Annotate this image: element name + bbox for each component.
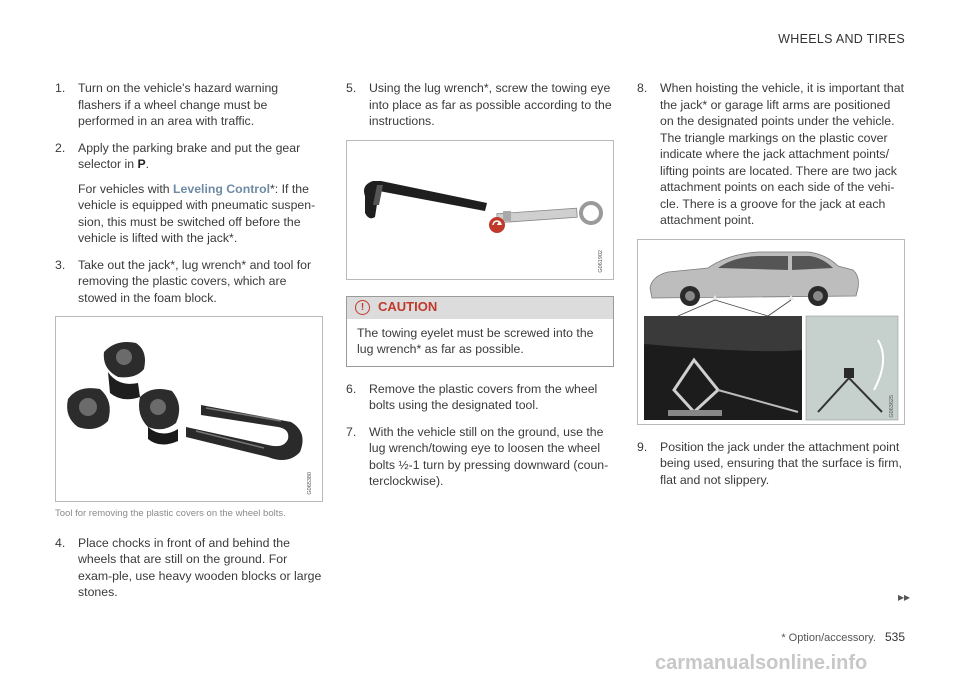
cover-tool-illustration [56, 317, 322, 501]
caution-header [347, 297, 613, 319]
step-number: 7. [346, 424, 357, 439]
warning-icon: ! [355, 300, 370, 315]
towing-eye-figure [346, 140, 614, 280]
step-number: 4. [55, 535, 66, 550]
step-8 [637, 80, 905, 229]
gear-position-p: P [137, 157, 146, 171]
column-1 [55, 80, 323, 611]
watermark: carmanualsonline.info [655, 652, 868, 674]
page-number: 535 [884, 630, 905, 644]
step-text: When hoisting the vehicle, it is important that the jack* or garage lift arms are positioned on the designated points under the vehicle. The triangle markings on the plastic cover indicate where the jack attachment points/ lifting points are located. There are two jack attachment points on each side of the vehi-cle. There is a groove for the jack at each attachment point. [660, 81, 905, 227]
note-text: For vehicles with [78, 181, 173, 196]
step-text-end: . [145, 157, 150, 171]
column-3 [637, 80, 905, 498]
caution-title: CAUTION [378, 299, 438, 315]
step-2 [55, 140, 323, 173]
step-text: With the vehicle still on the ground, use the lug wrench/towing eye to loosen the wheel bolts ½-1 turn by pressing downward (coun-terclockwise). [369, 424, 609, 488]
lug-wrench-towing-eye-illustration [347, 141, 613, 279]
figure-code: G065380 [306, 472, 313, 495]
note-text: *: If the vehicle is equipped with pneumatic suspen-sion, this must be switched off before the vehicle is lifted with the jack*. [78, 181, 316, 245]
cover-removal-tool-figure [55, 316, 323, 502]
car-jack-illustration [638, 240, 904, 424]
step-9 [637, 439, 905, 489]
step-number: 5. [346, 81, 357, 95]
step-6 [346, 381, 614, 414]
caution-text: The towing eyelet must be screwed into the lug wrench* as far as possible. [357, 325, 594, 356]
step-number: 9. [637, 439, 648, 454]
step-number: 2. [55, 140, 66, 155]
leveling-control-link[interactable]: Leveling Control [173, 181, 271, 196]
step-text: Take out the jack*, lug wrench* and tool for removing the plastic covers, which are stowed in the foam block. [78, 257, 312, 305]
step-number: 3. [55, 257, 66, 272]
figure-caption: Tool for removing the plastic covers on the wheel bolts. [55, 508, 286, 519]
step-text: Position the jack under the attachment point being used, ensuring that the surface is firm, flat and not slippery. [660, 439, 902, 487]
step-5 [346, 80, 614, 130]
footnote-option-accessory: * Option/accessory. [781, 632, 876, 644]
step-text: Using the lug wrench*, screw the towing eye into place as far as possible according to the instructions. [369, 81, 612, 128]
continue-arrows-icon: ▸▸ [898, 590, 911, 604]
step-number: 1. [55, 81, 66, 95]
step-text: Place chocks in front of and behind the wheels that are still on the ground. For exam-ple, use heavy wooden blocks or large stones. [78, 535, 322, 599]
page-footer [781, 630, 905, 644]
step-text: Turn on the vehicle's hazard warning flashers if a wheel change must be performed in an area with traffic. [78, 81, 279, 128]
caution-box [346, 296, 614, 367]
figure-code: G061902 [597, 249, 604, 273]
leveling-control-note [55, 181, 323, 247]
step-1 [55, 80, 323, 130]
step-7 [346, 424, 614, 490]
column-2 [346, 80, 614, 500]
step-number: 8. [637, 81, 648, 95]
section-header: WHEELS AND TIRES [778, 32, 905, 46]
step-text: Remove the plastic covers from the wheel bolts using the designated tool. [369, 381, 598, 412]
step-3 [55, 257, 323, 307]
step-number: 6. [346, 381, 357, 396]
step-4 [55, 535, 323, 601]
jack-attachment-points-figure [637, 239, 905, 425]
figure-code: G063625 [888, 394, 895, 418]
step-text: Apply the parking brake and put the gear selector in [78, 140, 301, 171]
